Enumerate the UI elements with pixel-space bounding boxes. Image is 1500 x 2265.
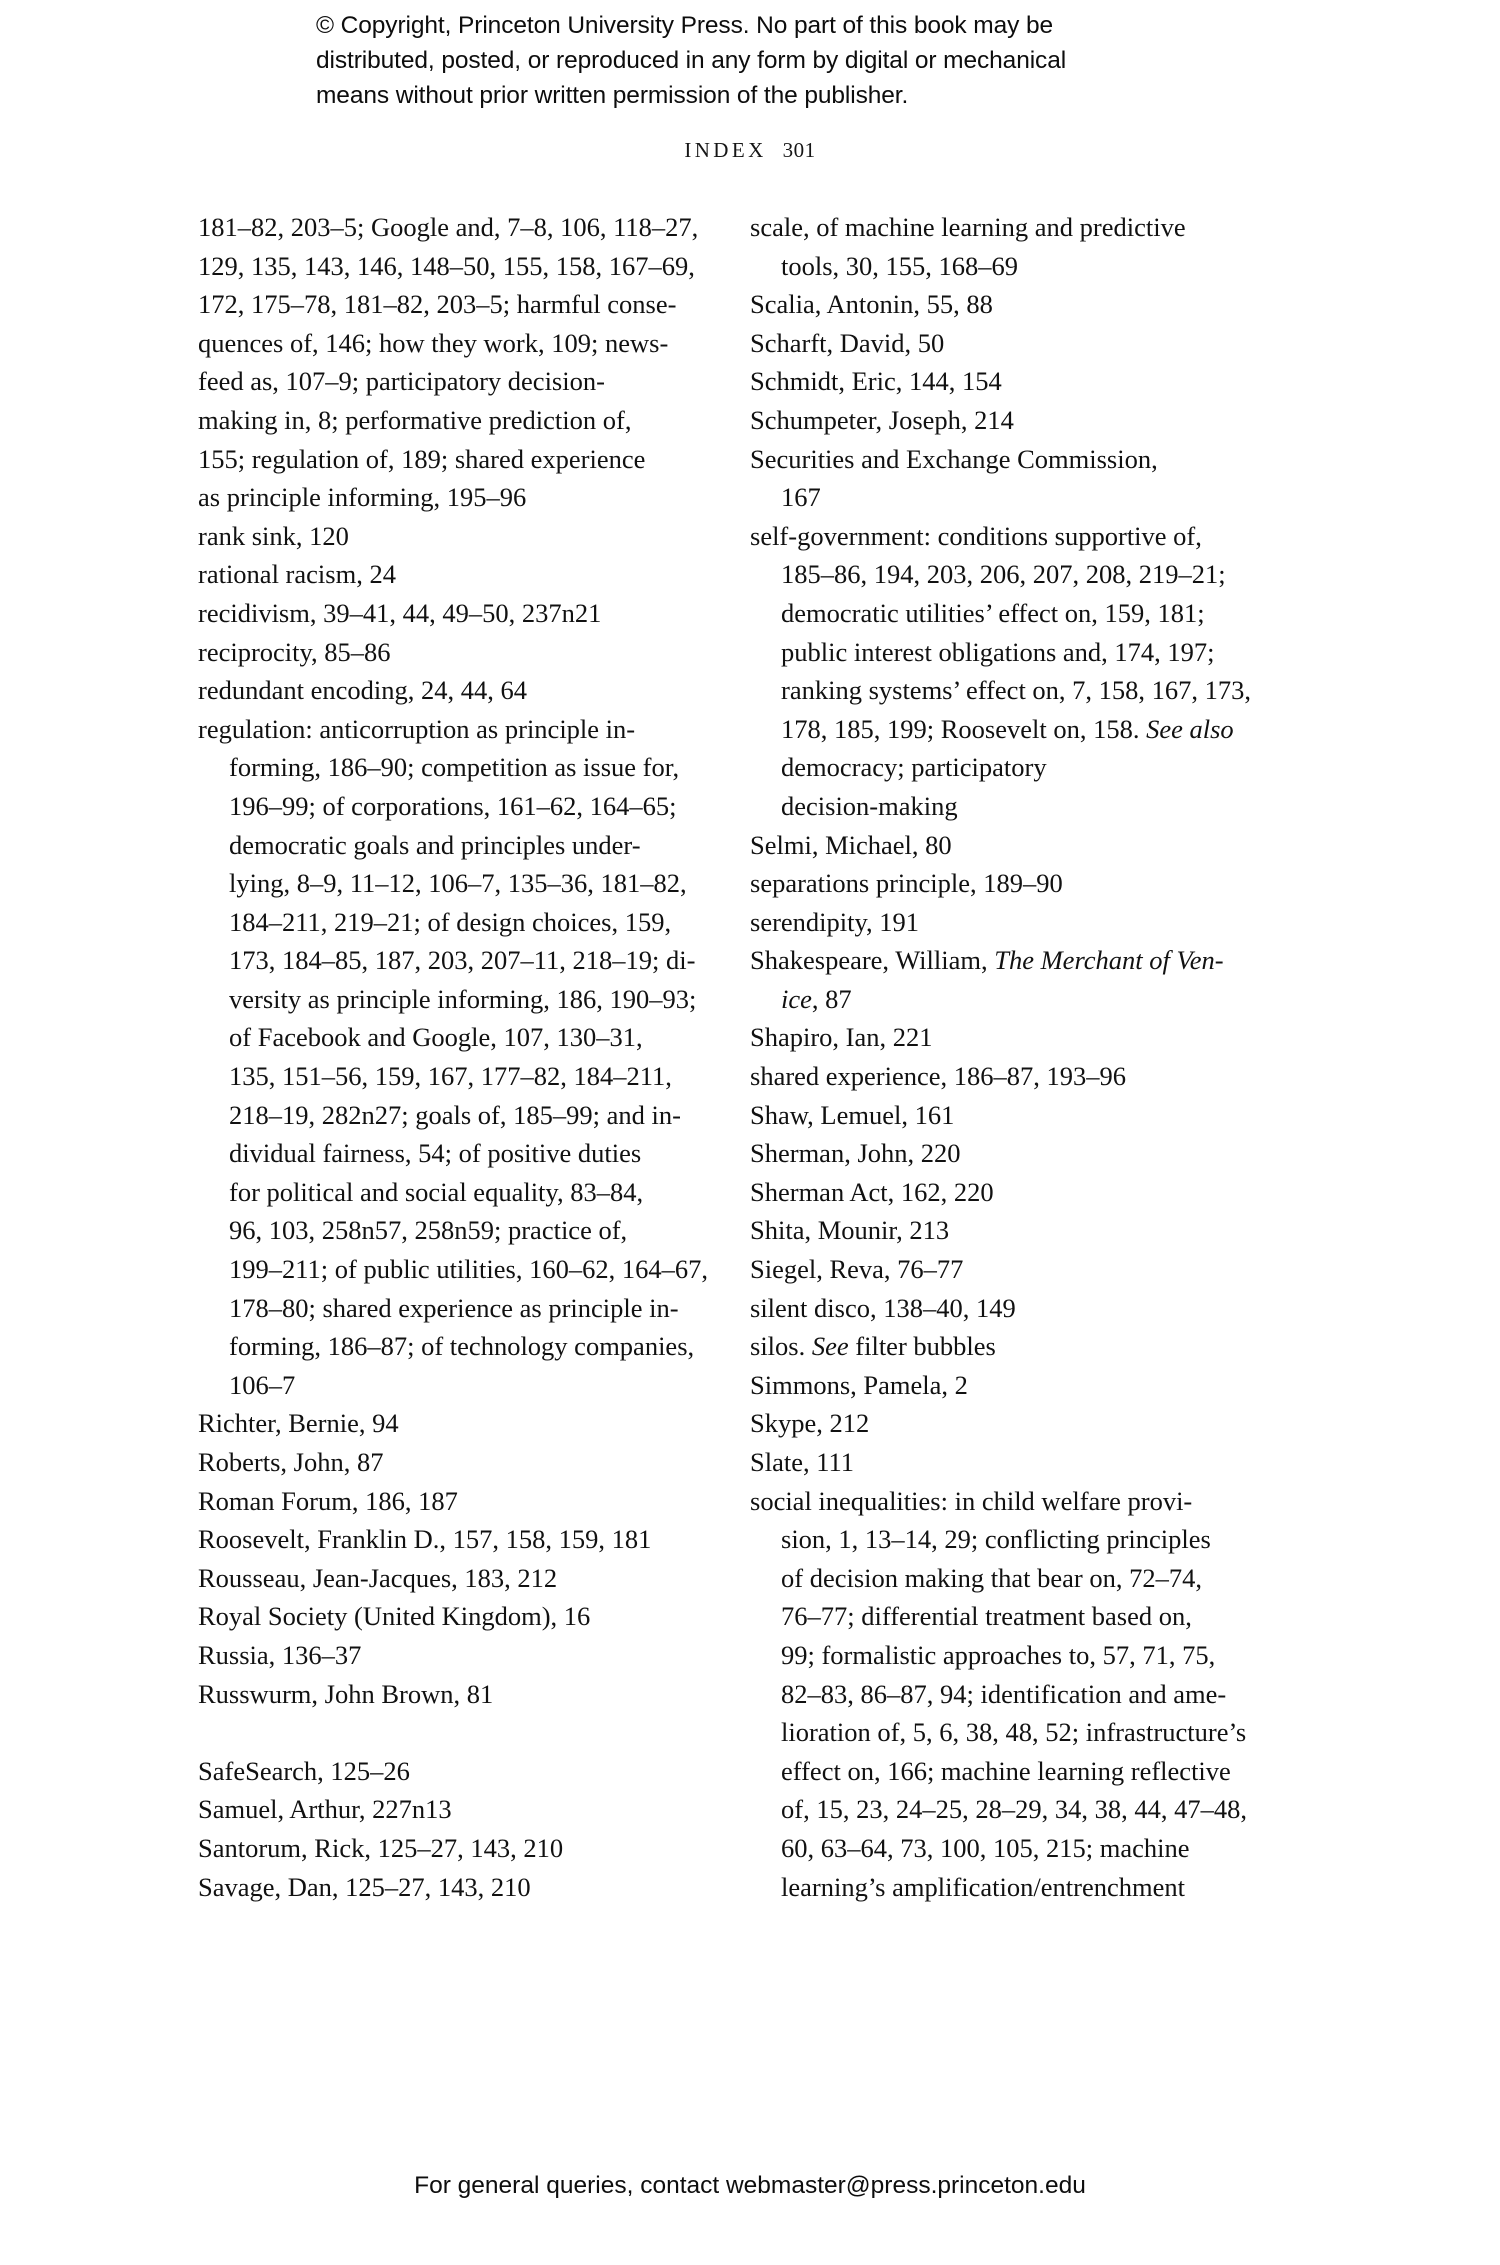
entry-line: SafeSearch, 125–26 <box>198 1755 410 1786</box>
entry-line: democratic utilities’ effect on, 159, 181; <box>781 597 1205 628</box>
entry-line: 199–211; of public utilities, 160–62, 164–67, <box>229 1254 708 1285</box>
entry-line: rational racism, 24 <box>198 559 396 590</box>
entry-securities-and-exchange-commission <box>750 440 1280 517</box>
entry-regulation <box>198 710 708 1405</box>
entry-siegel-reva <box>750 1250 1280 1289</box>
entry-roman-forum <box>198 1482 698 1521</box>
entry-santorum-rick <box>198 1829 698 1868</box>
entry-line: self-government: conditions supportive of, <box>750 520 1202 551</box>
entry-royal-society <box>198 1597 698 1636</box>
entry-line: Savage, Dan, 125–27, 143, 210 <box>198 1871 531 1902</box>
entry-line: Scalia, Antonin, 55, 88 <box>750 289 993 320</box>
entry-rational-racism <box>198 555 698 594</box>
entry-line: Selmi, Michael, 80 <box>750 829 952 860</box>
entry-line: Securities and Exchange Commission, <box>750 443 1158 474</box>
entry-line: Roosevelt, Franklin D., 157, 158, 159, 181 <box>198 1524 652 1555</box>
entry-line: Schmidt, Eric, 144, 154 <box>750 366 1002 397</box>
entry-scalia-antonin <box>750 285 1280 324</box>
entry-line: Russia, 136–37 <box>198 1639 362 1670</box>
entry-line: scale, of machine learning and predictive <box>750 212 1186 242</box>
index-columns <box>0 208 1500 1998</box>
entry-line: Sherman, John, 220 <box>750 1138 961 1169</box>
entry-ranking-systems-continued <box>198 208 698 517</box>
entry-line: regulation: anticorruption as principle in- <box>198 713 636 744</box>
entry-line: 76–77; differential treatment based on, <box>781 1601 1192 1632</box>
entry-line: Royal Society (United Kingdom), 16 <box>198 1601 591 1632</box>
entry-line: Santorum, Rick, 125–27, 143, 210 <box>198 1832 564 1863</box>
entry-line: learning’s amplification/entrenchment <box>781 1871 1185 1902</box>
entry-line: silos. See filter bubbles <box>750 1331 996 1362</box>
entry-line: dividual fairness, 54; of positive duties <box>229 1138 642 1169</box>
entry-line: rank sink, 120 <box>198 520 349 551</box>
entry-line: Shaw, Lemuel, 161 <box>750 1099 955 1130</box>
entry-line: shared experience, 186–87, 193–96 <box>750 1061 1127 1092</box>
entry-line: Schumpeter, Joseph, 214 <box>750 404 1014 435</box>
entry-line: Scharft, David, 50 <box>750 327 945 358</box>
entry-roosevelt-franklin-d <box>198 1520 698 1559</box>
entry-silos <box>750 1327 1280 1366</box>
entry-line: 135, 151–56, 159, 167, 177–82, 184–211, <box>229 1061 672 1092</box>
entry-shared-experience <box>750 1057 1280 1096</box>
entry-russia <box>198 1636 698 1675</box>
entry-silent-disco <box>750 1289 1280 1328</box>
entry-safesearch <box>198 1752 698 1791</box>
index-column-right <box>750 208 1280 1906</box>
entry-line: 82–83, 86–87, 94; identification and ame- <box>781 1678 1227 1709</box>
entry-line: social inequalities: in child welfare provi- <box>750 1485 1193 1516</box>
entry-recidivism <box>198 594 698 633</box>
entry-line: Slate, 111 <box>750 1447 855 1477</box>
entry-line: 185–86, 194, 203, 206, 207, 208, 219–21; <box>781 559 1226 590</box>
entry-self-government <box>750 517 1280 826</box>
entry-line: ice, 87 <box>781 983 852 1014</box>
entry-line: lying, 8–9, 11–12, 106–7, 135–36, 181–82, <box>229 868 687 899</box>
entry-line: 106–7 <box>229 1369 296 1400</box>
copyright-line-3: means without prior written permission of the publisher. <box>316 82 909 109</box>
entry-line: Sherman Act, 162, 220 <box>750 1176 994 1207</box>
entry-line: Simmons, Pamela, 2 <box>750 1369 968 1400</box>
entry-scale-of-machine-learning <box>750 208 1280 285</box>
running-head-label: INDEX <box>684 138 767 162</box>
entry-line: silent disco, 138–40, 149 <box>750 1292 1016 1323</box>
entry-line: ranking systems’ effect on, 7, 158, 167, 173, <box>781 675 1252 706</box>
entry-line: reciprocity, 85–86 <box>198 636 391 667</box>
copyright-line-1: © Copyright, Princeton University Press. No part of this book may be <box>316 12 1054 39</box>
entry-line: lioration of, 5, 6, 38, 48, 52; infrastructure’s <box>781 1717 1247 1748</box>
entry-line: sion, 1, 13–14, 29; conflicting principles <box>781 1524 1211 1555</box>
entry-line: quences of, 146; how they work, 109; news- <box>198 327 669 358</box>
entry-sherman-john <box>750 1134 1280 1173</box>
entry-line: of Facebook and Google, 107, 130–31, <box>229 1022 643 1053</box>
entry-line: Richter, Bernie, 94 <box>198 1408 399 1439</box>
entry-line: 178–80; shared experience as principle in- <box>229 1292 679 1323</box>
entry-scharft-david <box>750 324 1280 363</box>
entry-russwurm-john-brown <box>198 1675 698 1714</box>
entry-sherman-act <box>750 1173 1280 1212</box>
letter-gap <box>198 1713 698 1752</box>
entry-samuel-arthur <box>198 1790 698 1829</box>
entry-line: 218–19, 282n27; goals of, 185–99; and in- <box>229 1099 681 1130</box>
entry-line: decision-making <box>781 790 958 821</box>
entry-line: Shapiro, Ian, 221 <box>750 1022 933 1053</box>
entry-line: Shakespeare, William, The Merchant of Ven- <box>750 945 1224 976</box>
entry-serendipity <box>750 903 1280 942</box>
entry-line: Russwurm, John Brown, 81 <box>198 1678 494 1709</box>
entry-shaw-lemuel <box>750 1096 1280 1135</box>
entry-line: as principle informing, 195–96 <box>198 482 527 513</box>
entry-line: of decision making that bear on, 72–74, <box>781 1562 1202 1593</box>
entry-rousseau-jean-jacques <box>198 1559 698 1598</box>
entry-line: 184–211, 219–21; of design choices, 159, <box>229 906 672 937</box>
entry-redundant-encoding <box>198 671 698 710</box>
entry-line: feed as, 107–9; participatory decision- <box>198 366 605 397</box>
entry-savage-dan <box>198 1868 698 1907</box>
entry-social-inequalities <box>750 1482 1280 1907</box>
entry-line: 181–82, 203–5; Google and, 7–8, 106, 118–27, <box>198 212 699 242</box>
running-head <box>0 138 1500 163</box>
entry-line: 60, 63–64, 73, 100, 105, 215; machine <box>781 1832 1190 1863</box>
entry-shakespeare-william <box>750 941 1280 1018</box>
entry-line: Shita, Mounir, 213 <box>750 1215 950 1246</box>
index-column-left <box>198 208 708 1906</box>
entry-separations-principle <box>750 864 1280 903</box>
entry-shapiro-ian <box>750 1018 1280 1057</box>
entry-line: tools, 30, 155, 168–69 <box>781 250 1019 281</box>
entry-simmons-pamela <box>750 1366 1280 1405</box>
entry-line: 129, 135, 143, 146, 148–50, 155, 158, 167–69, <box>198 250 695 281</box>
entry-line: effect on, 166; machine learning reflective <box>781 1755 1231 1786</box>
entry-line: recidivism, 39–41, 44, 49–50, 237n21 <box>198 597 602 628</box>
entry-reciprocity <box>198 633 698 672</box>
entry-richter-bernie <box>198 1404 698 1443</box>
entry-skype <box>750 1404 1280 1443</box>
entry-line: public interest obligations and, 174, 197; <box>781 636 1215 667</box>
entry-line: democracy; participatory <box>781 752 1047 783</box>
entry-line: 173, 184–85, 187, 203, 207–11, 218–19; di- <box>229 945 696 976</box>
entry-line: 172, 175–78, 181–82, 203–5; harmful conse- <box>198 289 677 320</box>
entry-line: democratic goals and principles under- <box>229 829 641 860</box>
entry-shita-mounir <box>750 1211 1280 1250</box>
entry-selmi-michael <box>750 826 1280 865</box>
copyright-line-2: distributed, posted, or reproduced in any form by digital or mechanical <box>316 47 1067 74</box>
entry-line: Rousseau, Jean-Jacques, 183, 212 <box>198 1562 558 1593</box>
entry-line: making in, 8; performative prediction of, <box>198 404 632 435</box>
entry-line: 178, 185, 199; Roosevelt on, 158. See also <box>781 713 1234 744</box>
entry-line: for political and social equality, 83–84, <box>229 1176 644 1207</box>
entry-line: serendipity, 191 <box>750 906 920 937</box>
entry-line: separations principle, 189–90 <box>750 868 1063 899</box>
page-number: 301 <box>782 138 816 162</box>
entry-roberts-john <box>198 1443 698 1482</box>
entry-line: Siegel, Reva, 76–77 <box>750 1254 964 1285</box>
entry-line: versity as principle informing, 186, 190–93; <box>229 983 697 1014</box>
entry-line: of, 15, 23, 24–25, 28–29, 34, 38, 44, 47–48, <box>781 1794 1247 1825</box>
entry-line: forming, 186–87; of technology companies, <box>229 1331 695 1362</box>
footer-queries-notice: For general queries, contact webmaster@press.princeton.edu <box>414 2172 1086 2199</box>
entry-slate <box>750 1443 1280 1482</box>
entry-line: forming, 186–90; competition as issue for, <box>229 752 680 783</box>
entry-line: Roman Forum, 186, 187 <box>198 1485 458 1516</box>
entry-line: 196–99; of corporations, 161–62, 164–65; <box>229 790 677 821</box>
entry-line: redundant encoding, 24, 44, 64 <box>198 675 527 706</box>
entry-line: 96, 103, 258n57, 258n59; practice of, <box>229 1215 628 1246</box>
entry-line: Roberts, John, 87 <box>198 1447 384 1477</box>
entry-line: 99; formalistic approaches to, 57, 71, 75, <box>781 1639 1216 1670</box>
entry-line: 167 <box>781 482 821 513</box>
entry-schumpeter-joseph <box>750 401 1280 440</box>
entry-schmidt-eric <box>750 362 1280 401</box>
entry-line: Skype, 212 <box>750 1408 870 1439</box>
entry-rank-sink <box>198 517 698 556</box>
entry-line: 155; regulation of, 189; shared experience <box>198 443 646 474</box>
entry-line: Samuel, Arthur, 227n13 <box>198 1794 452 1825</box>
copyright-notice <box>316 8 1176 113</box>
